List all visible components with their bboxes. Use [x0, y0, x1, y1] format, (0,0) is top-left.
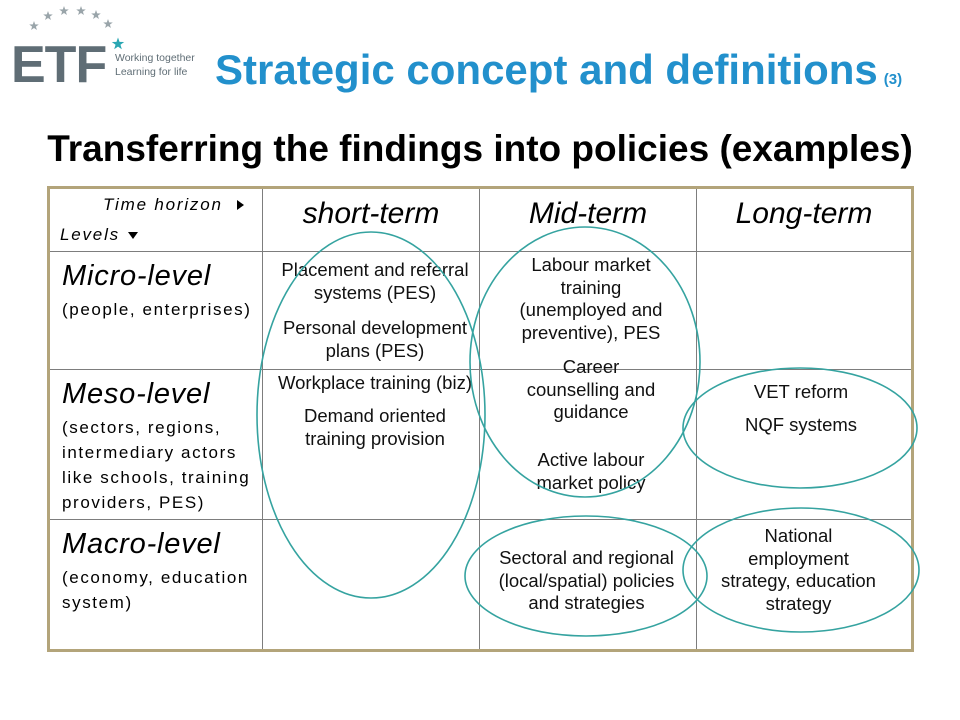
example-text: Demand oriented training provision — [304, 405, 446, 449]
corner-cell — [50, 189, 263, 252]
star-icon — [29, 21, 39, 30]
slide-title-text: Strategic concept and definitions — [215, 46, 878, 93]
level-title: Micro-level — [62, 260, 211, 292]
cell-micro-long-term — [697, 252, 911, 370]
star-icon — [59, 6, 69, 15]
example-text: NQF systems — [744, 414, 858, 435]
logo-tagline — [115, 51, 195, 79]
example-text: Workplace training (biz) — [278, 372, 472, 393]
time-horizon-label: Time horizon — [103, 195, 223, 214]
triangle-down-icon — [128, 232, 138, 239]
example-text: Labour market training (unemployed and preventive), PES — [519, 254, 663, 343]
logo-tagline-line: Working together — [115, 52, 195, 64]
triangle-right-icon-shape — [237, 200, 244, 210]
row-header-meso-level — [50, 370, 263, 520]
star-icon — [43, 11, 53, 20]
logo-wordmark: ETF — [11, 36, 107, 94]
triangle-down-icon-path — [128, 232, 138, 239]
level-title: Meso-level — [62, 378, 211, 410]
slide-number-suffix: (3) — [883, 71, 903, 88]
row-header-macro-level — [50, 520, 263, 649]
levels-label: Levels — [60, 225, 120, 244]
triangle-down-icon-shape — [128, 232, 138, 239]
star-icon — [91, 10, 101, 19]
row-header-micro-level — [50, 252, 263, 370]
column-header-mid-term: Mid-term — [480, 189, 697, 252]
example-text: Placement and referral systems (PES) — [281, 259, 469, 303]
star-icon — [112, 38, 124, 50]
example-text: National employment strategy, education strategy — [721, 525, 876, 614]
slide-title — [215, 45, 902, 105]
level-description: (sectors, regions, intermediary actors like schools, training providers, PES) — [62, 418, 251, 512]
example-text: Career counselling and guidance — [526, 356, 656, 422]
example-text: Sectoral and regional (local/spatial) policies and strategies — [498, 547, 675, 613]
column-header-long-term: Long-term — [697, 189, 911, 252]
example-text: Active labour market policy — [536, 449, 646, 493]
logo-tagline-line: Learning for life — [115, 66, 188, 78]
star-icon — [76, 6, 86, 15]
level-description: (economy, education system) — [62, 568, 249, 612]
example-text: VET reform — [753, 381, 849, 402]
star-icon — [103, 19, 113, 28]
level-title: Macro-level — [62, 528, 221, 560]
column-header-short-term: short-term — [263, 189, 480, 252]
slide-subtitle: Transferring the findings into policies (examples) — [47, 128, 913, 169]
cell-macro-short-term — [263, 520, 480, 649]
levels-header — [60, 224, 138, 246]
triangle-right-icon — [237, 200, 244, 210]
triangle-right-icon-path — [237, 200, 244, 210]
time-horizon-header — [103, 194, 244, 216]
etf-logo — [0, 0, 205, 92]
example-text: Personal development plans (PES) — [282, 317, 468, 361]
level-description: (people, enterprises) — [62, 300, 252, 319]
